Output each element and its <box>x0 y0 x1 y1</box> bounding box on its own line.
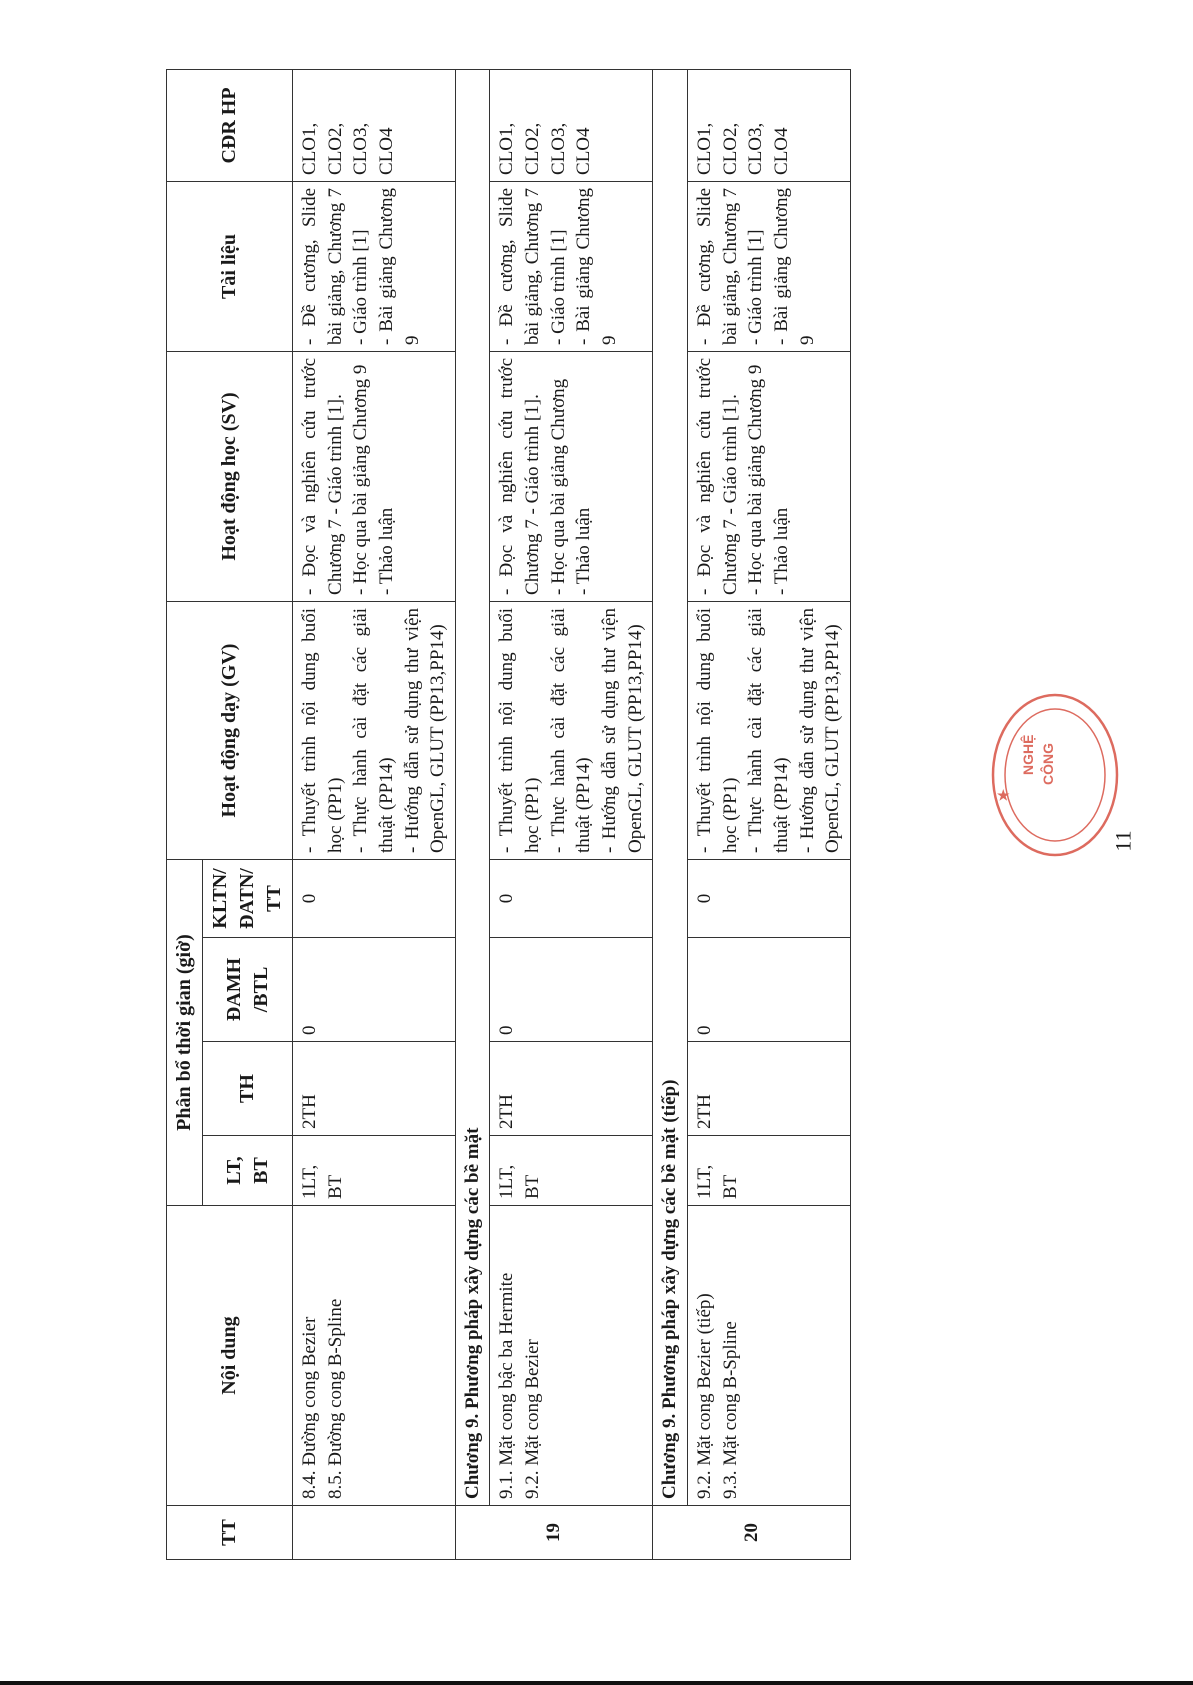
sv-line: - Học qua bài giảng Chương 9 <box>745 364 767 595</box>
sv-line: - Đọc và nghiên cứu trước Chương 7 - Giáo trình [1]. <box>693 353 741 595</box>
row-content <box>687 1206 850 1506</box>
gv-line: - Hướng dẫn sử dụng thư viện OpenGL, GLUT (PP13,PP14) <box>796 603 844 853</box>
row-content <box>490 1206 653 1506</box>
header-cdr: CĐR HP <box>167 69 293 181</box>
row-th: 2TH <box>293 1042 456 1136</box>
header-th: TH <box>203 1042 293 1136</box>
table-row <box>293 69 456 1559</box>
gv-line: - Thực hành cài đặt các giải thuật (PP14) <box>350 603 397 853</box>
gv-line: - Thuyết trình nội dung buổi học (PP1) <box>496 603 544 853</box>
header-tai-lieu: Tài liệu <box>167 181 293 351</box>
gv-line: - Hướng dẫn sử dụng thư viện OpenGL, GLUT (PP13,PP14) <box>599 603 646 853</box>
chapter-title: Chương 9. Phương pháp xây dựng các bề mặt <box>455 69 490 1505</box>
row-gv <box>687 601 850 859</box>
gv-line: - Hướng dẫn sử dụng thư viện OpenGL, GLUT (PP13,PP14) <box>401 603 449 853</box>
header-sv: Hoạt động học (SV) <box>167 351 293 601</box>
header-damh: ĐAMH /BTL <box>203 938 293 1042</box>
row-sv <box>490 351 653 601</box>
sv-line: - Đọc và nghiên cứu trước Chương 7 - Giáo trình [1]. <box>299 353 346 595</box>
chapter-title: Chương 9. Phương pháp xây dựng các bề mặt (tiếp) <box>653 69 688 1505</box>
row-sv <box>293 351 456 601</box>
rotated-syllabus-table-wrapper <box>166 70 1086 1560</box>
gv-line: - Thuyết trình nội dung buổi học (PP1) <box>299 603 346 853</box>
svg-text:CÔNG: CÔNG <box>1040 743 1056 785</box>
tl-line: - Đề cương, Slide bài giảng, Chương 7 - Giáo trình [1] <box>693 183 767 345</box>
sv-line: - Thảo luận <box>770 507 792 595</box>
content-line: 9.3. Mặt cong B-Spline <box>719 1321 741 1499</box>
svg-text:NGHỆ: NGHỆ <box>1020 734 1036 775</box>
row-tl <box>687 181 850 351</box>
table-body <box>293 69 851 1559</box>
gv-line: - Thuyết trình nội dung buổi học (PP1) <box>693 603 741 853</box>
row-gv <box>490 601 653 859</box>
content-line: 9.1. Mặt cong bậc ba Hermite <box>496 1272 518 1499</box>
sv-line: - Thảo luận <box>375 507 397 595</box>
page-bottom-border <box>0 1681 1193 1685</box>
row-tt: 20 <box>653 1506 850 1560</box>
header-kltn: KLTN/ ĐATN/ TT <box>203 859 293 937</box>
sv-line: - Học qua bài giảng Chương <box>547 378 569 595</box>
row-kltn: 0 <box>490 859 653 937</box>
row-tl <box>293 181 456 351</box>
tl-line: - Bài giảng Chương 9 <box>770 183 818 345</box>
row-cdr: CLO1, CLO2, CLO3, CLO4 <box>490 69 653 181</box>
header-tt: TT <box>167 1506 293 1560</box>
row-kltn: 0 <box>687 859 850 937</box>
header-row-1 <box>167 69 203 1559</box>
row-tl <box>490 181 653 351</box>
tl-line: - Bài giảng Chương 9 <box>375 183 423 345</box>
row-damh: 0 <box>687 938 850 1042</box>
row-sv <box>687 351 850 601</box>
content-line: 8.5. Đường cong B-Spline <box>324 1298 346 1499</box>
table-row <box>687 69 850 1559</box>
row-kltn: 0 <box>293 859 456 937</box>
content-line: 9.2. Mặt cong Bezier (tiếp) <box>693 1293 715 1499</box>
row-content <box>293 1206 456 1506</box>
row-th: 2TH <box>490 1042 653 1136</box>
row-lt-bt: 1LT, BT <box>490 1136 653 1206</box>
content-line: 8.4. Đường cong Bezier <box>299 1316 320 1499</box>
header-phan-bo: Phân bổ thời gian (giờ) <box>167 859 203 1205</box>
table-row <box>490 69 653 1559</box>
row-lt-bt: 1LT, BT <box>293 1136 456 1206</box>
row-damh: 0 <box>293 938 456 1042</box>
header-noi-dung: Nội dung <box>167 1206 293 1506</box>
sv-line: - Đọc và nghiên cứu trước Chương 7 - Giáo trình [1]. <box>496 353 544 595</box>
tl-line: - Đề cương, Slide bài giảng, Chương 7 - Giáo trình [1] <box>496 183 569 345</box>
row-cdr: CLO1, CLO2, CLO3, CLO4 <box>293 69 456 181</box>
sv-line: - Học qua bài giảng Chương 9 <box>350 364 372 595</box>
row-cdr: CLO1, CLO2, CLO3, CLO4 <box>687 69 850 181</box>
header-gv: Hoạt động dạy (GV) <box>167 601 293 859</box>
row-tt <box>293 1506 456 1560</box>
official-seal-stamp <box>975 680 1125 870</box>
header-lt-bt: LT, BT <box>203 1136 293 1206</box>
chapter-row <box>455 69 490 1559</box>
content-line: 9.2. Mặt cong Bezier <box>522 1339 544 1499</box>
chapter-row <box>653 69 688 1559</box>
sv-line: - Thảo luận <box>573 507 595 595</box>
row-lt-bt: 1LT, BT <box>687 1136 850 1206</box>
row-tt: 19 <box>455 1506 652 1560</box>
tl-line: - Đề cương, Slide bài giảng, Chương 7 - Giáo trình [1] <box>299 183 372 345</box>
svg-text:★: ★ <box>997 787 1010 803</box>
tl-line: - Bài giảng Chương 9 <box>573 183 621 345</box>
row-damh: 0 <box>490 938 653 1042</box>
gv-line: - Thực hành cài đặt các giải thuật (PP14) <box>547 603 595 853</box>
page-number: 11 <box>1110 830 1136 852</box>
syllabus-table <box>166 69 851 1560</box>
gv-line: - Thực hành cài đặt các giải thuật (PP14) <box>745 603 792 853</box>
row-gv <box>293 601 456 859</box>
row-th: 2TH <box>687 1042 850 1136</box>
